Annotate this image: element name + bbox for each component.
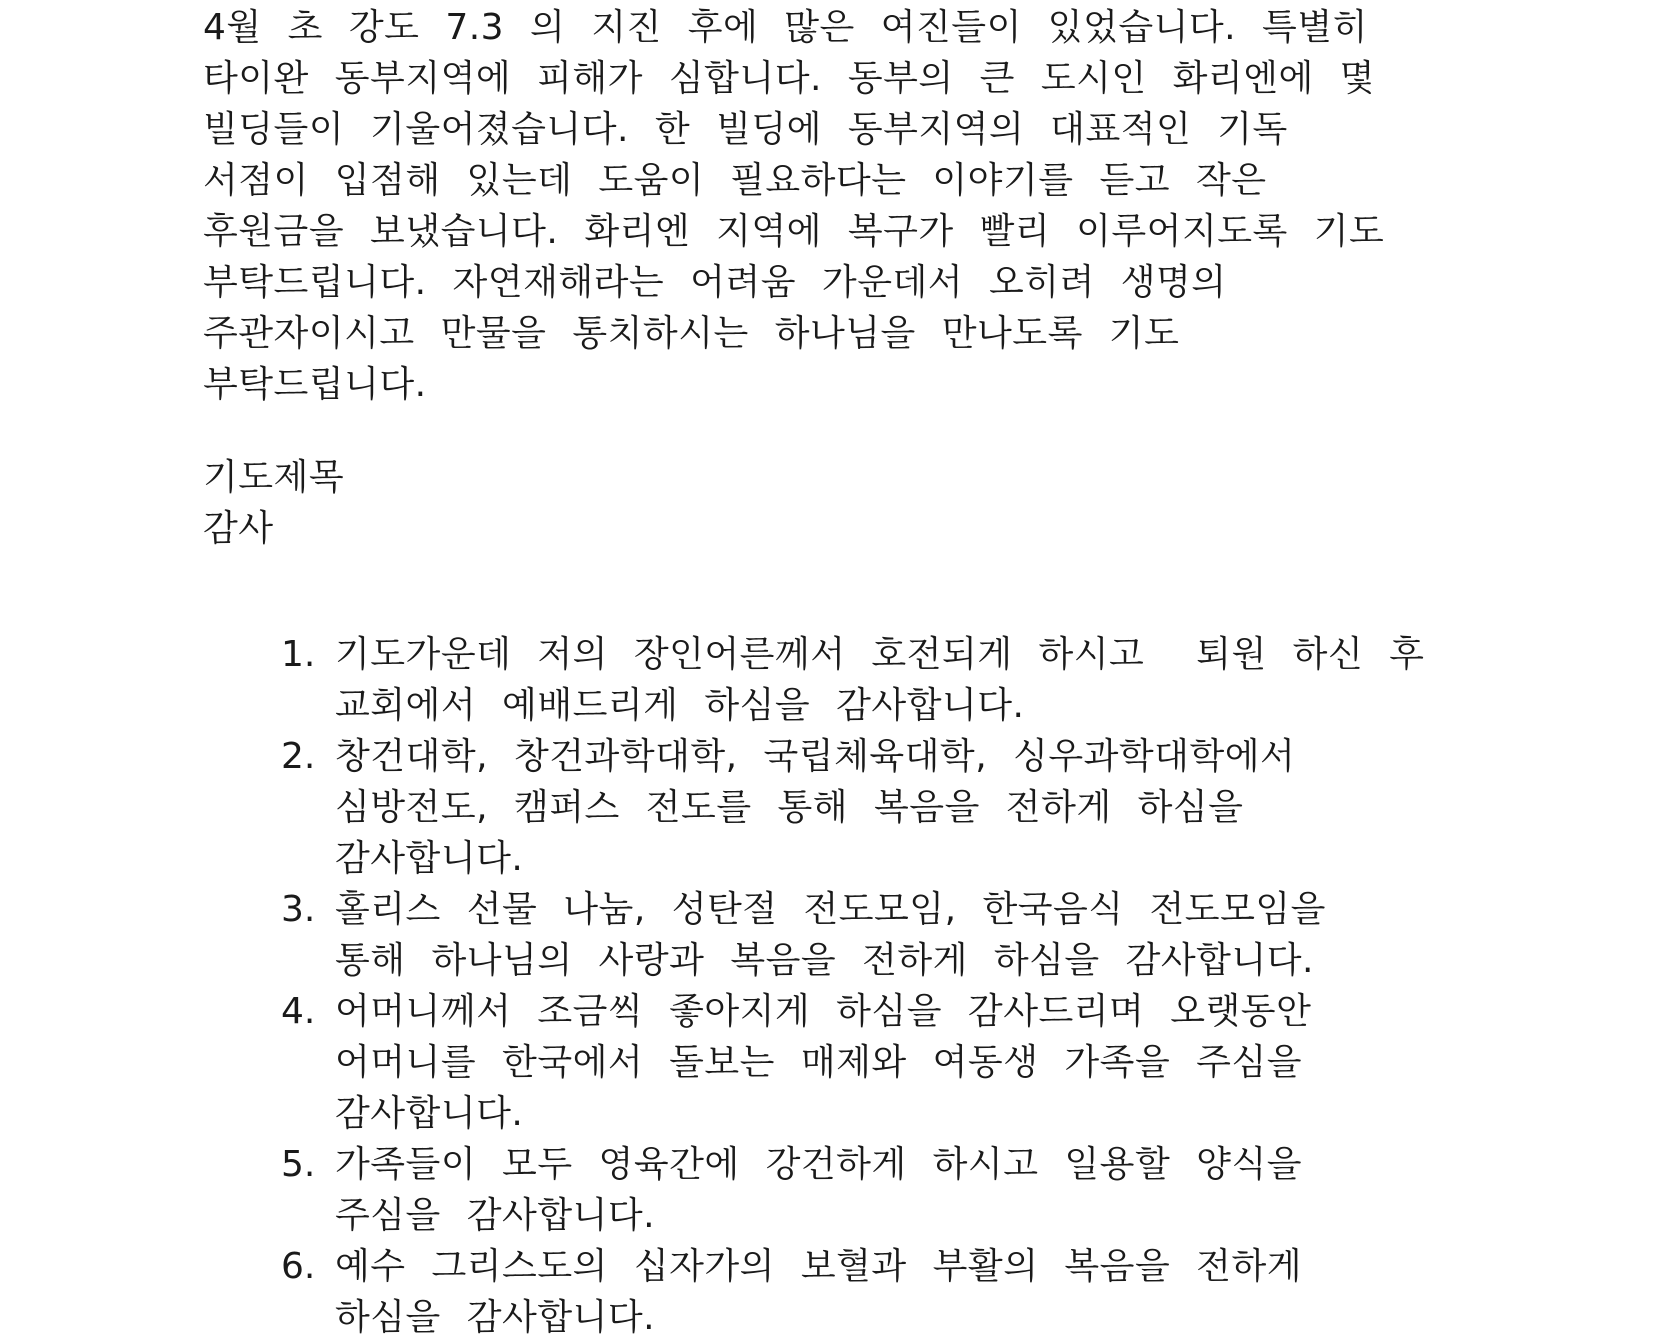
list-item [281, 884, 1571, 986]
intro-line: 서점이 입점해 있는데 도움이 필요하다는 이야기를 듣고 작은 [203, 160, 1267, 201]
item-line: 가족들이 모두 영육간에 강건하게 하시고 일용할 양식을 [335, 1144, 1303, 1185]
item-line: 감사합니다. [335, 1093, 524, 1134]
item-number: 2. [281, 736, 316, 777]
intro-line: 타이완 동부지역에 피해가 심합니다. 동부의 큰 도시인 화리엔에 몇 [203, 58, 1375, 99]
item-number: 3. [281, 889, 316, 930]
item-line: 통해 하나님의 사랑과 복음을 전하게 하심을 감사합니다. [335, 940, 1314, 981]
list-item [281, 1241, 1571, 1343]
item-number: 4. [281, 991, 316, 1032]
intro-line: 후원금을 보냈습니다. 화리엔 지역에 복구가 빨리 이루어지도록 기도 [203, 211, 1385, 252]
intro-line: 주관자이시고 만물을 통치하시는 하나님을 만나도록 기도 [203, 313, 1180, 354]
item-line: 기도가운데 저의 장인어른께서 호전되게 하시고 퇴원 하신 후 [335, 634, 1425, 675]
intro-paragraph [203, 2, 1493, 410]
item-line: 예수 그리스도의 십자가의 보혈과 부활의 복음을 전하게 [335, 1246, 1303, 1287]
intro-line: 빌딩들이 기울어졌습니다. 한 빌딩에 동부지역의 대표적인 기독 [203, 109, 1288, 150]
item-line: 감사합니다. [335, 838, 524, 879]
list-item [281, 731, 1571, 884]
prayer-heading [203, 452, 344, 554]
intro-line: 부탁드립니다. 자연재해라는 어려움 가운데서 오히려 생명의 [203, 262, 1227, 303]
item-number: 1. [281, 634, 316, 675]
item-line: 하심을 감사합니다. [335, 1297, 656, 1338]
list-item [281, 1139, 1571, 1241]
item-line: 어머니를 한국에서 돌보는 매제와 여동생 가족을 주심을 [335, 1042, 1303, 1083]
list-item [281, 629, 1571, 731]
section-title: 기도제목 [203, 457, 345, 498]
list-item [281, 986, 1571, 1139]
item-number: 6. [281, 1246, 316, 1287]
item-line: 어머니께서 조금씩 좋아지게 하심을 감사드리며 오랫동안 [335, 991, 1312, 1032]
item-line: 주심을 감사합니다. [335, 1195, 656, 1236]
section-subtitle: 감사 [203, 508, 274, 549]
thanks-list [281, 629, 1571, 1343]
intro-line: 부탁드립니다. [203, 364, 427, 405]
item-line: 교회에서 예배드리게 하심을 감사합니다. [335, 685, 1025, 726]
item-number: 5. [281, 1144, 316, 1185]
item-line: 홀리스 선물 나눔, 성탄절 전도모임, 한국음식 전도모임을 [335, 889, 1326, 930]
intro-line: 4월 초 강도 7.3 의 지진 후에 많은 여진들이 있었습니다. 특별히 [203, 7, 1368, 48]
item-line: 심방전도, 캠퍼스 전도를 통해 복음을 전하게 하심을 [335, 787, 1244, 828]
item-line: 창건대학, 창건과학대학, 국립체육대학, 싱우과학대학에서 [335, 736, 1296, 777]
